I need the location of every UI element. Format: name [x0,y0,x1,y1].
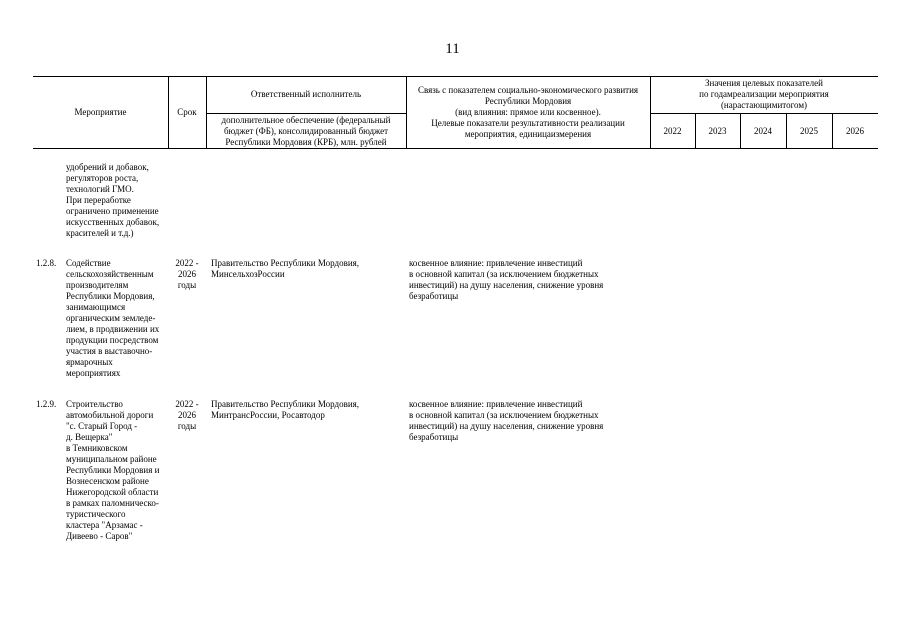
header-term: Срок [177,107,197,117]
row-link: косвенное влияние: привлечение инвестиций в основной капитал (за исключением бюджетных инвестиций) на душу населения, снижение уровня безработицы [409,399,604,442]
row-event: удобрений и добавок, регуляторов роста, технологий ГМО. При переработке ограничено применение искусственных добавок, красителей и т.д.) [66,162,160,238]
row-number: 1.2.8. [36,258,57,268]
row-link: косвенное влияние: привлечение инвестиций в основной капитал (за исключением бюджетных инвестиций) на душу населения, снижение уровня безработицы [409,258,604,301]
row-event: Содействие сельскохозяйственным производителям Республики Мордовия, занимающимся органическим земледе- лием, в продвижении их продукции посредством участия в выставочно- ярмарочных мероприятиях [66,258,160,378]
header-executor: Ответственный исполнитель [250,89,362,99]
header-year: 2022 [663,126,682,136]
header-year: 2026 [846,126,864,136]
header-year: 2025 [800,126,818,136]
row-term: 2022 - 2026 годы [175,258,199,290]
header-year: 2024 [754,126,772,136]
row-executor: Правительство Республики Мордовия, МинсельхозРоссии [211,258,360,279]
header-link: Связь с показателем социально-экономического развития Республики Мордовия (вид влияния: прямое или косвенное). Целевые показатели результативности реализации мероприятия, единицаизмерения [417,85,639,139]
header-targets: Значения целевых показателей по годамреализации мероприятия (нарастающимитогом) [699,78,829,110]
row-term: 2022 - 2026 годы [175,399,199,431]
header-event: Мероприятие [74,107,127,117]
row-executor: Правительство Республики Мордовия, МинтрансРоссии, Росавтодор [211,399,360,420]
page-number: 11 [445,41,460,57]
header-funding: дополнительное обеспечение (федеральный бюджет (ФБ), консолидированный бюджет Республики Мордовия (КРБ), млн. рублей [221,115,391,147]
header-year: 2023 [708,126,727,136]
row-number: 1.2.9. [36,399,57,409]
row-event: Строительство автомобильной дороги "с. Старый Город - д. Вещерка" в Темниковском муниципальном районе Республики Мордовия и Вознесенском районе Нижегородской области в рамках паломническо- туристического кластера "Арзамас - Дивеево - Саров" [66,399,160,541]
